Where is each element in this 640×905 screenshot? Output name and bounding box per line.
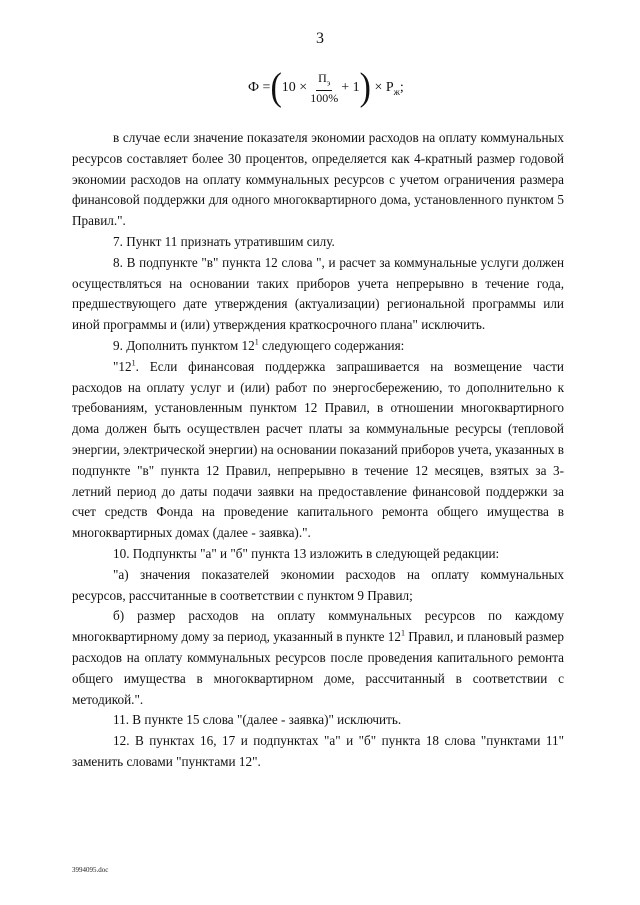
paragraph: б) размер расходов на оплату коммунальных ресурсов по каждому многоквартирному дому за период, указанный в пункте $12^1$ Правил, и плановый размер расходов на оплату коммунальных ресурсов после проведения капитального ремонта общего имущества в многоквартирном доме, рассчитанный в соответствии с методикой.".	[72, 608, 564, 707]
paragraph: 8. В подпункте "в" пункта 12 слова ", и расчет за коммунальные услуги должен осуществляться на основании таких приборов учета непрерывно в течение года, предшествующего дате утверждения (актуализации) региональной программы или иной программы и (или) утверждения краткосрочного плана" исключить.	[72, 254, 564, 333]
paragraph: "а) значения показателей экономии расходов на оплату коммунальных ресурсов, рассчитанные в соответствии с пунктом 9 Правил;	[72, 566, 564, 603]
paragraph: 10. Подпункты "а" и "б" пункта 13 изложить в следующей редакции:	[113, 545, 500, 561]
formula-fraction	[310, 71, 338, 105]
superscript: 1	[400, 628, 405, 638]
footer-filename: 3994095.doc	[72, 866, 109, 874]
formula-plus-one: + 1	[341, 80, 360, 95]
paragraph: 11. В пункте 15 слова "(далее - заявка)" исключить.	[113, 712, 402, 728]
paragraph: 12. В пунктах 16, 17 и подпунктах "а" и "б" пункта 18 слова "пунктами 11" заменить словами "пунктами 12".	[72, 733, 564, 769]
paragraph: 9. Дополнить пунктом $12^1$ следующего содержания:	[113, 337, 405, 353]
paragraph: 7. Пункт 11 признать утратившим силу.	[113, 233, 335, 249]
formula-open-paren: (	[270, 66, 282, 109]
paragraph: в случае если значение показателя экономии расходов на оплату коммунальных ресурсов составляет более 30 процентов, определяется как 4-кратный размер годовой экономии расходов на оплату коммунальных ресурсов с учетом ограничения размера финансовой поддержки для одного многоквартирного дома, установленного пунктом 5 Правил.".	[72, 130, 564, 229]
formula-close-paren: )	[359, 66, 371, 109]
formula-times-r: × $Р_ж$	[374, 79, 400, 97]
formula-numerator: $П_э$	[316, 71, 332, 91]
page-number: 3	[316, 30, 324, 47]
superscript: 1	[131, 358, 136, 368]
paragraph: "$12^1$. Если финансовая поддержка запрашивается на возмещение части расходов на оплату услуг и (или) работ по энергосбережению, то дополнительно к требованиям, установленным пунктом 12 Правил, в отношении многоквартирного дома должен быть осуществлен расчет платы за коммунальные ресурсы (тепловой энергии, электрической энергии) на основании показаний приборов учета, указанных в подпункте "в" пункта 12 Правил, непрерывно в течение 12 месяцев, взятых за 3-летний период до даты подачи заявки на предоставление финансовой поддержки за счет средств Фонда на проведение капитального ремонта общего имущества в многоквартирных домах (далее - заявка).".	[72, 358, 564, 541]
formula-lhs: Ф =	[248, 80, 271, 95]
superscript: 1	[254, 337, 259, 347]
formula-ten-times: 10 ×	[281, 80, 308, 95]
body-text	[72, 128, 564, 773]
formula-end: ;	[399, 80, 404, 95]
formula	[248, 68, 404, 108]
formula-denominator: 100%	[310, 91, 339, 106]
